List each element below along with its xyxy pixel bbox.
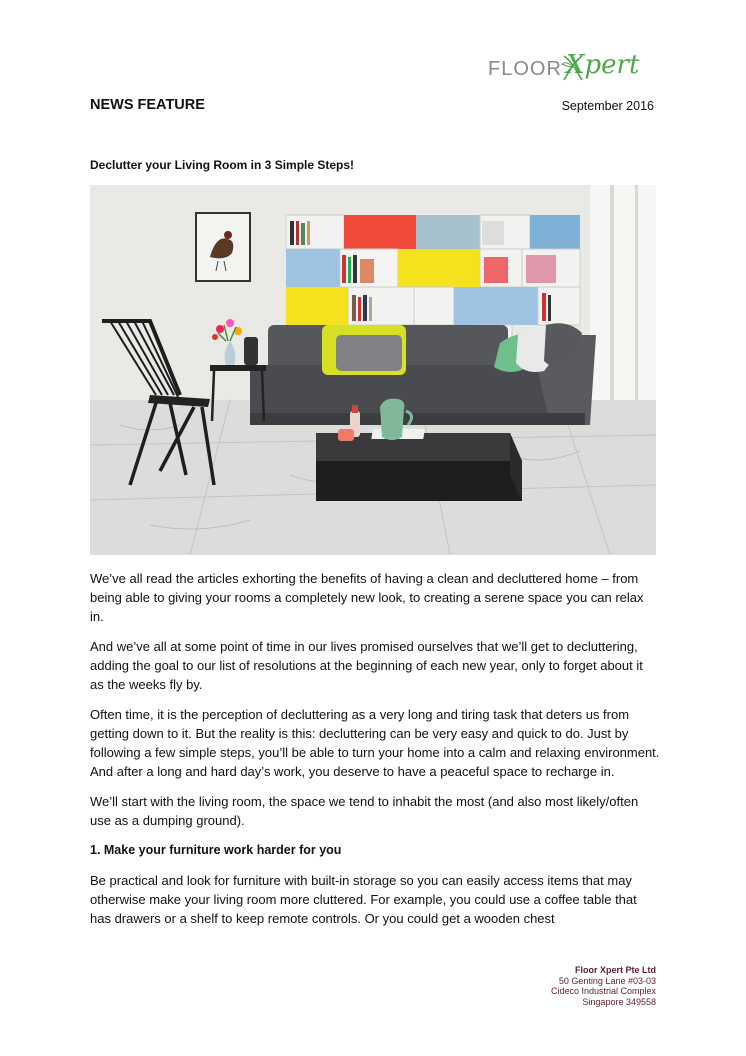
address-line: Cideco Industrial Complex <box>550 986 656 996</box>
issue-date: September 2016 <box>561 99 654 113</box>
address-line: Singapore 349558 <box>582 996 656 1007</box>
paragraph: We’ll start with the living room, the space we tend to inhabit the most (and also most likely/often use as a dumping ground). <box>90 794 639 828</box>
company-name: Floor Xpert Pte Ltd <box>575 965 656 975</box>
company-address <box>551 965 656 1007</box>
section-label: NEWS FEATURE <box>90 97 205 113</box>
logo-text: FLOOR <box>488 58 562 80</box>
article-body <box>90 569 660 939</box>
paragraph: Be practical and look for furniture with built-in storage so you can easily access items that may otherwise make your living room more cluttered. For example, you could use a coffee table that has drawers or a shelf to keep remote controls. Or you could get a wooden chest <box>90 873 637 926</box>
paragraph: We’ve all read the articles exhorting the benefits of having a clean and decluttered home – from being able to giving your rooms a completely new look, to creating a serene space you can relax in. <box>90 571 644 624</box>
address-line: 50 Genting Lane #03-03 <box>558 975 656 986</box>
living-room-photo <box>90 185 656 555</box>
step-heading: 1. Make your furniture work harder for you <box>90 843 342 857</box>
floorxpert-logo <box>488 50 658 86</box>
article-title: Declutter your Living Room in 3 Simple Steps! <box>90 158 355 172</box>
logo-script: Xpert <box>566 50 640 80</box>
paragraph: Often time, it is the perception of decluttering as a very long and tiring task that deters us from getting down to it. But the reality is this: decluttering can be very easy and quick to do. Just by following a few simple steps, you’ll be able to turn your home into a calm and relaxing environment. And after a long and hard day’s work, you deserve to have a peaceful space to recharge in. <box>90 707 660 779</box>
paragraph: And we’ve all at some point of time in our lives promised ourselves that we’ll get to decluttering, adding the goal to our list of resolutions at the beginning of each new year, only to forget about it as the weeks fly by. <box>90 639 643 692</box>
